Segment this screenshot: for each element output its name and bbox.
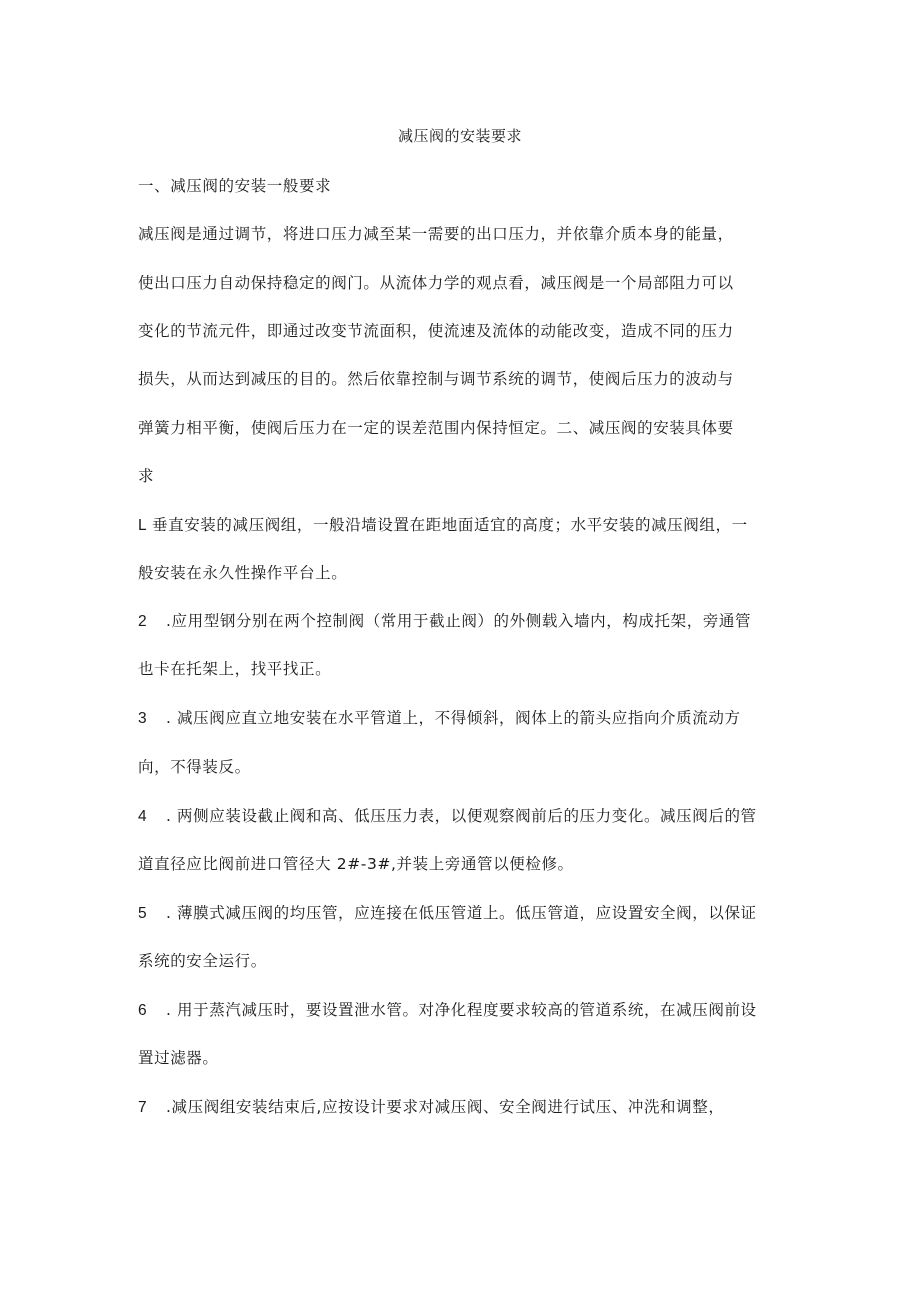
item-continuation: 系统的安全运行。 [138, 952, 267, 970]
item-text: .减压阀组安装结束后,应按设计要求对减压阀、安全阀进行试压、冲洗和调整， [166, 1098, 725, 1116]
intro-line: 求 [138, 467, 155, 485]
item-number: 6 [138, 1002, 148, 1019]
item-text: .应用型钢分别在两个控制阀（常用于截止阀）的外侧载入墙内，构成托架，旁通管 [166, 612, 752, 630]
item-text: 垂直安装的减压阀组，一般沿墙设置在距地面适宜的高度；水平安装的减压阀组，一 [152, 516, 748, 534]
intro-line: 变化的节流元件，即通过改变节流面积，使流速及流体的动能改变，造成不同的压力 [138, 322, 734, 340]
list-item-5 [138, 903, 788, 924]
item-number: 7 [138, 1099, 148, 1116]
item-continuation: 置过滤器。 [138, 1049, 219, 1067]
item-text: . 减压阀应直立地安装在水平管道上，不得倾斜，阀体上的箭头应指向介质流动方 [166, 709, 741, 727]
item-continuation: 道直径应比阀前进口管径大 2#-3#,并装上旁通管以便检修。 [138, 855, 574, 873]
intro-line: 使出口压力自动保持稳定的阀门。从流体力学的观点看，减压阀是一个局部阻力可以 [138, 274, 734, 292]
list-item-4 [138, 806, 788, 827]
intro-line: 损失，从而达到减压的目的。然后依靠控制与调节系统的调节，使阀后压力的波动与 [138, 370, 734, 388]
item-text: . 薄膜式减压阀的均压管，应连接在低压管道上。低压管道，应设置安全阀，以保证 [166, 904, 757, 922]
item-continuation: 般安装在永久性操作平台上。 [138, 564, 348, 582]
document-title: 减压阀的安装要求 [397, 127, 522, 145]
item-number: 2 [138, 613, 148, 630]
intro-line: 弹簧力相平衡，使阀后压力在一定的误差范围内保持恒定。二、减压阀的安装具体要 [138, 419, 734, 437]
item-number: 5 [138, 905, 148, 922]
item-text: . 两侧应装设截止阀和高、低压压力表，以便观察阀前后的压力变化。减压阀后的管 [166, 807, 757, 825]
item-number: L [138, 517, 148, 534]
item-text: . 用于蒸汽减压时，要设置泄水管。对净化程度要求较高的管道系统，在减压阀前设 [166, 1001, 757, 1019]
list-item-2 [138, 611, 788, 632]
section-heading: 一、减压阀的安装一般要求 [138, 177, 332, 195]
intro-line: 减压阀是通过调节，将进口压力减至某一需要的出口压力，并依靠介质本身的能量， [138, 225, 734, 243]
item-continuation: 向，不得装反。 [138, 758, 251, 776]
list-item-6 [138, 1000, 788, 1021]
item-continuation: 也卡在托架上，找平找正。 [138, 660, 332, 678]
list-item-1 [138, 515, 788, 536]
item-number: 3 [138, 710, 148, 727]
item-number: 4 [138, 808, 148, 825]
list-item-7 [138, 1097, 788, 1118]
list-item-3 [138, 708, 788, 729]
